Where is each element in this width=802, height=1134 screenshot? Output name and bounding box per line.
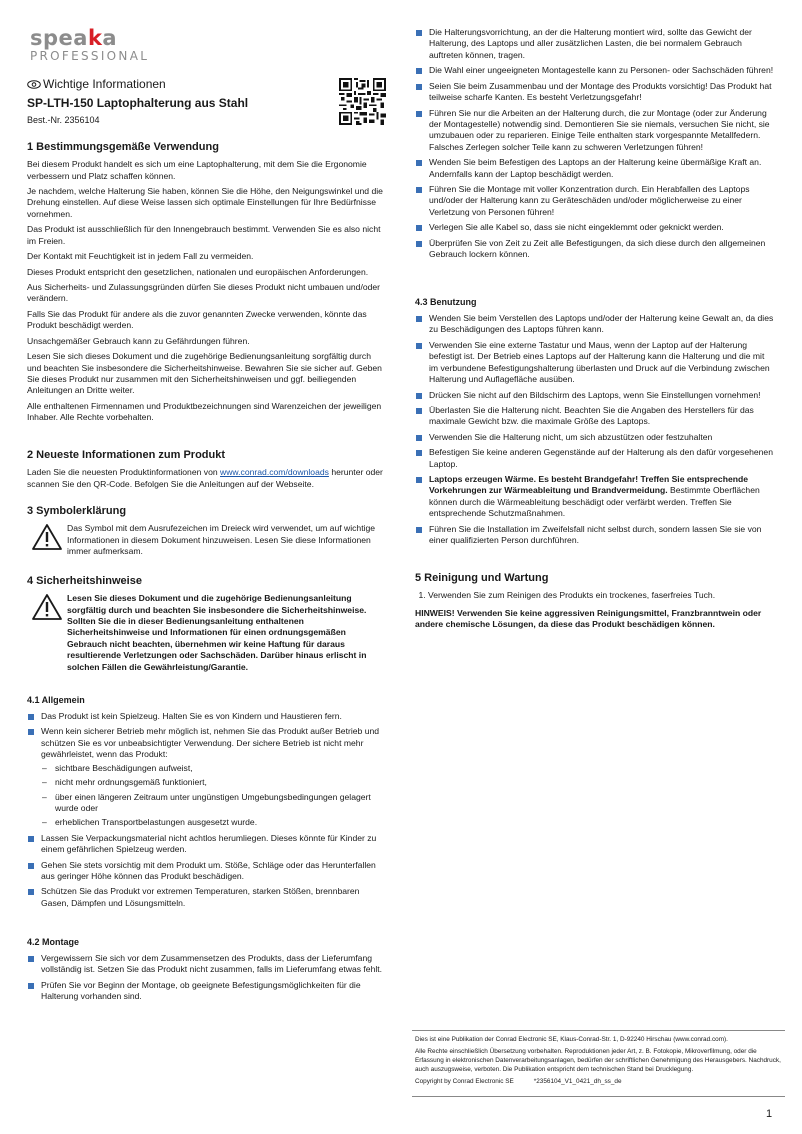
list-item: Führen Sie nur die Arbeiten an der Halterung durch, die zur Montage (oder zur Änderung der Montagestelle) notwendig sind. Demontieren Sie sie niemals, versuchen Sie nicht, sie umzubauen oder zu reparieren. Einige Teile enthalten stark vorgespannte Metallfedern. Falsches Zerlegen solcher Teile kann zu schweren Verletzungen führen!: [415, 108, 775, 154]
section-cleaning: [415, 572, 775, 634]
cleaning-notice: HINWEIS! Verwenden Sie keine aggressiven Reinigungsmittel, Franzbranntwein oder andere chemische Lösungen, da diese das Produkt beschädigen können.: [415, 607, 762, 630]
paragraph: Aus Sicherheits- und Zulassungsgründen dürfen Sie dieses Produkt nicht umbauen und/oder verändern.: [27, 281, 381, 304]
section-latest-info: [27, 449, 387, 494]
list-item: Wenden Sie beim Befestigen des Laptops an der Halterung keine übermäßige Kraft an. Andernfalls kann der Laptop beschädigt werden.: [415, 157, 775, 180]
section-mounting-continued: [415, 27, 775, 265]
section-heading: 1 Bestimmungsgemäße Verwendung: [27, 141, 219, 153]
section-mounting: [27, 937, 387, 1007]
list-item: Verlegen Sie alle Kabel so, dass sie nicht eingeklemmt oder geknickt werden.: [415, 222, 775, 233]
list-item: Führen Sie die Installation im Zweifelsfall nicht selbst durch, sondern lassen Sie sie von einer qualifizierten Person durchführen.: [415, 524, 775, 547]
imprint-line: Dies ist eine Publikation der Conrad Electronic SE, Klaus-Conrad-Str. 1, D-92240 Hirschau (www.conrad.com).: [415, 1036, 728, 1043]
list-item: Prüfen Sie vor Beginn der Montage, ob geeignete Befestigungsmöglichkeiten für die Halterung vorhanden sind.: [27, 980, 387, 1003]
condition-item: – sichtbare Beschädigungen aufweist,: [41, 763, 387, 774]
list-item: Führen Sie die Montage mit voller Konzentration durch. Ein Herabfallen des Laptops und/oder der Halterung kann zu Geräteschäden und/oder möglicherweise zu einer Verletzung von Personen führen!: [415, 184, 775, 218]
logo-subline: PROFESSIONAL: [30, 49, 150, 63]
condition-item: – über einen längeren Zeitraum unter ungünstigen Umgebungsbedingungen gelagert wurde oder: [41, 792, 387, 815]
cleaning-step: 1. Verwenden Sie zum Reinigen des Produkts ein trockenes, faserfreies Tuch.: [428, 590, 775, 601]
list-item: Befestigen Sie keine anderen Gegenstände auf der Halterung als den dafür vorgesehenen Laptop.: [415, 447, 775, 470]
subsection-heading: 4.2 Montage: [27, 937, 80, 947]
subsection-heading: 4.1 Allgemein: [27, 695, 85, 705]
paragraph: Der Kontakt mit Feuchtigkeit ist in jedem Fall zu vermeiden.: [27, 251, 254, 262]
section-usage: [415, 297, 775, 551]
paragraph: Dieses Produkt entspricht den gesetzlichen, nationalen und europäischen Anforderungen.: [27, 266, 369, 277]
list-item: Schützen Sie das Produkt vor extremen Temperaturen, starken Stößen, brennbaren Gasen, Dämpfen und Lösungsmitteln.: [27, 886, 387, 909]
copyright: Copyright by Conrad Electronic SE: [415, 1077, 514, 1085]
list-item: Verwenden Sie die Halterung nicht, um sich abzustützen oder festzuhalten: [415, 432, 775, 443]
product-title: SP-LTH-150 Laptophalterung aus Stahl: [27, 96, 249, 110]
section-heading: 4 Sicherheitshinweise: [27, 575, 142, 587]
paragraph: Lesen Sie sich dieses Dokument und die zugehörige Bedienungsanleitung sorgfältig durch und beachten Sie insbesondere die Sicherheitshinweise. Bewahren Sie sie sicher auf. Geben Sie dieses Produkt nur zusammen mit den Sicherheitshinweisen und ggf. beiliegenden Anleitungen an Dritte weiter.: [27, 351, 382, 396]
paragraph: Das Produkt ist ausschließlich für den Innengebrauch bestimmt. Verwenden Sie es also nicht im Freien.: [27, 224, 381, 246]
list-item: Die Halterungsvorrichtung, an der die Halterung montiert wird, sollte das Gewicht der Halterung, des Laptops und aller zusätzlichen Lasten, die bei normalem Gebrauch auftreten können, tragen.: [415, 27, 775, 61]
warning-triangle-icon: [27, 593, 67, 621]
brand-logo: [30, 28, 149, 63]
list-item: Lassen Sie Verpackungsmaterial nicht achtlos herumliegen. Dieses könnte für Kinder zu einem gefährlichen Spielzeug werden.: [27, 833, 387, 856]
safety-warning: Lesen Sie dieses Dokument und die zugehörige Bedienungsanleitung sorgfältig durch und beachten Sie insbesondere die Sicherheitshinweise. Sollten Sie die in dieser Bedienungsanleitung enthaltenen Sicherheitshinweise und Informationen für einen ordnungsgemäßen Gebrauch nicht beachten, übernehmen wir keine Haftung für daraus resultierende Verletzungen oder Sachschäden. Darüber hinaus erlischt in solchen Fällen die Gewährleistung/Garantie.: [67, 593, 367, 672]
info-label: Wichtige Informationen: [43, 77, 166, 91]
condition-item: – erheblichen Transportbelastungen ausgesetzt wurde.: [41, 817, 387, 828]
list-item: Überprüfen Sie von Zeit zu Zeit alle Befestigungen, da sich diese durch den allgemeinen Gebrauch lockern können.: [415, 238, 775, 261]
section-heading: 5 Reinigung und Wartung: [415, 572, 549, 584]
list-item: Drücken Sie nicht auf den Bildschirm des Laptops, wenn Sie Einstellungen vornehmen!: [415, 390, 775, 401]
list-item: Das Produkt ist kein Spielzeug. Halten Sie es von Kindern und Haustieren fern.: [27, 711, 387, 722]
section-safety: [27, 575, 387, 673]
list-item: Wenden Sie beim Verstellen des Laptops und/oder der Halterung keine Gewalt an, da dies zu Beschädigungen des Laptops führen kann.: [415, 313, 775, 336]
paragraph: Laden Sie die neuesten Produktinformationen von www.conrad.com/downloads herunter oder scannen Sie den QR-Code. Befolgen Sie die Anleitungen auf der Webseite.: [27, 467, 383, 489]
list-item: Laptops erzeugen Wärme. Es besteht Brandgefahr! Treffen Sie entsprechende Vorkehrungen zur Wärmeableitung und Brandvermeidung. Bestimmte Oberflächen können durch die Wärmeableitung beschädigt oder verfärbt werden. Treffen Sie entsprechende Schutzmaßnahmen.: [415, 474, 775, 520]
info-heading: [27, 77, 166, 94]
logo-wordmark: speaka: [30, 26, 118, 50]
imprint-line: Alle Rechte einschließlich Übersetzung vorbehalten. Reproduktionen jeder Art, z. B. Fotokopie, Mikroverfilmung, oder die Erfassung in elektronischen Datenverarbeitungsanlagen, bedürfen der schriftlichen Genehmigung des Herausgebers. Nachdruck, auch auszugsweise, verboten. Die Publikation entspricht dem technischen Stand bei Drucklegung.: [415, 1047, 781, 1073]
page-number: 1: [766, 1108, 773, 1120]
document-code: *2356104_V1_0421_dh_ss_de: [533, 1077, 622, 1085]
copyright-line: [415, 1078, 782, 1087]
condition-item: – nicht mehr ordnungsgemäß funktioniert,: [41, 777, 387, 788]
paragraph: Alle enthaltenen Firmennamen und Produktbezeichnungen sind Warenzeichen der jeweiligen Inhaber. Alle Rechte vorbehalten.: [27, 400, 382, 423]
imprint-box: [412, 1030, 785, 1097]
order-number: Best.-Nr. 2356104: [27, 115, 100, 125]
list-item: Seien Sie beim Zusammenbau und der Montage des Produkts vorsichtig! Das Produkt hat teilweise scharfe Kanten. Es besteht Verletzungsgefahr!: [415, 81, 775, 104]
section-heading: 3 Symbolerklärung: [27, 505, 127, 517]
symbol-explanation: Das Symbol mit dem Ausrufezeichen im Dreieck wird verwendet, um auf wichtige Informationen in diesem Dokument hinzuweisen. Lesen Sie diese Informationen immer aufmerksam.: [67, 523, 376, 557]
subsection-heading: 4.3 Benutzung: [415, 297, 477, 307]
section-heading: 2 Neueste Informationen zum Produkt: [27, 449, 226, 461]
paragraph: Bei diesem Produkt handelt es sich um eine Laptophalterung, mit dem Sie die Ergonomie verbessern und Platz schaffen können.: [27, 159, 367, 181]
list-item: Überlasten Sie die Halterung nicht. Beachten Sie die Angaben des Herstellers für das maximale Gewicht bzw. die maximale Größe des Laptops.: [415, 405, 775, 428]
section-symbols: [27, 505, 387, 557]
list-item: Verwenden Sie eine externe Tastatur und Maus, wenn der Laptop auf der Halterung befestigt ist. Der Betrieb eines Laptops auf der Halterung kann die Halterung und die mit im verbundene Befestigungshalterung überlasten und Druck auf die Verbindung zwischen Halterung und Auflagefläche ausüben.: [415, 340, 775, 386]
section-general: [27, 695, 387, 913]
downloads-link[interactable]: www.conrad.com/downloads: [220, 467, 329, 478]
list-item: Gehen Sie stets vorsichtig mit dem Produkt um. Stöße, Schläge oder das Herunterfallen aus geringer Höhe können das Produkt beschädigen.: [27, 860, 387, 883]
list-item: Vergewissern Sie sich vor dem Zusammensetzen des Produkts, dass der Lieferumfang vollständig ist. Setzen Sie das Produkt nicht zusammen, falls im Lieferumfang etwas fehlt.: [27, 953, 387, 976]
paragraph: Falls Sie das Produkt für andere als die zuvor genannten Zwecke verwenden, könnte das Produkt beschädigt werden.: [27, 308, 367, 331]
warning-triangle-icon: [27, 523, 67, 551]
paragraph: Unsachgemäßer Gebrauch kann zu Gefährdungen führen.: [27, 335, 250, 346]
list-item: Die Wahl einer ungeeigneten Montagestelle kann zu Personen- oder Sachschäden führen!: [415, 65, 775, 76]
section-intended-use: [27, 141, 387, 428]
condition-list: [41, 763, 387, 829]
list-item: Wenn kein sicherer Betrieb mehr möglich ist, nehmen Sie das Produkt außer Betrieb und schützen Sie es vor unbeabsichtigter Verwendung. Der sichere Betrieb ist nicht mehr gewährleistet, wenn das Produkt: – sichtbare Beschädigungen aufweist, – nicht mehr ordnungsgemäß funktioniert, – über einen längeren Zeitraum unter ungünstigen Umgebungsbedingungen gelagert wurde oder – erheblichen Transportbelastungen ausgesetzt wurde.: [27, 726, 387, 828]
qr-code[interactable]: [339, 78, 386, 125]
eye-icon: [27, 78, 41, 94]
paragraph: Je nachdem, welche Halterung Sie haben, können Sie die Höhe, den Neigungswinkel und die Drehung einstellen. Auf diese Weise lassen sich optimale Einstellungen für Ihre Bedürfnisse vornehmen.: [27, 186, 383, 219]
